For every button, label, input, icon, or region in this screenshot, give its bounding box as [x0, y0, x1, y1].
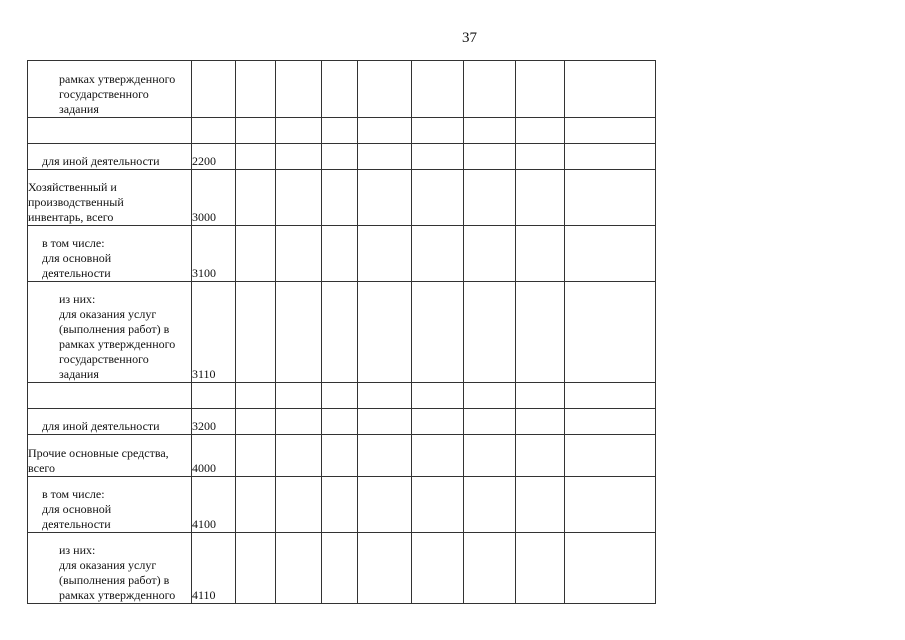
row-name-cell [28, 226, 192, 282]
value-cell [464, 226, 516, 282]
value-cell [322, 409, 358, 435]
value-cell [565, 435, 656, 477]
value-cell [358, 61, 412, 118]
table-row [28, 226, 656, 282]
value-cell [412, 383, 464, 409]
value-cell [322, 533, 358, 604]
value-cell [322, 226, 358, 282]
value-cell [276, 61, 322, 118]
row-name: в том числе: для основной деятельности [42, 487, 112, 531]
table-row [28, 61, 656, 118]
table-row [28, 435, 656, 477]
value-cell [412, 226, 464, 282]
value-cell [236, 226, 276, 282]
row-code: 3110 [192, 282, 236, 383]
value-cell [565, 226, 656, 282]
value-cell [464, 435, 516, 477]
row-name: из них: для оказания услуг (выполнения работ) в рамках утвержденного государственного задания [59, 292, 176, 381]
value-cell [236, 409, 276, 435]
value-cell [236, 282, 276, 383]
value-cell [516, 144, 565, 170]
row-name-cell [28, 383, 192, 409]
value-cell [358, 477, 412, 533]
value-cell [516, 61, 565, 118]
value-cell [322, 61, 358, 118]
table-row [28, 282, 656, 383]
table-row [28, 533, 656, 604]
row-name: для иной деятельности [42, 154, 160, 168]
value-cell [358, 435, 412, 477]
value-cell [464, 118, 516, 144]
value-cell [358, 144, 412, 170]
value-cell [464, 409, 516, 435]
value-cell [358, 409, 412, 435]
row-name: из них: для оказания услуг (выполнения работ) в рамках утвержденного [59, 543, 176, 602]
value-cell [236, 118, 276, 144]
row-name-cell [28, 435, 192, 477]
value-cell [516, 170, 565, 226]
value-cell [412, 61, 464, 118]
row-code: 4100 [192, 477, 236, 533]
value-cell [276, 477, 322, 533]
value-cell [412, 533, 464, 604]
table-row [28, 170, 656, 226]
value-cell [464, 61, 516, 118]
value-cell [516, 282, 565, 383]
value-cell [358, 170, 412, 226]
table-row [28, 477, 656, 533]
row-code [192, 383, 236, 409]
value-cell [322, 118, 358, 144]
value-cell [236, 170, 276, 226]
row-name-cell [28, 118, 192, 144]
row-code: 4110 [192, 533, 236, 604]
value-cell [236, 144, 276, 170]
value-cell [322, 383, 358, 409]
row-name-cell [28, 61, 192, 118]
table-row [28, 383, 656, 409]
value-cell [322, 477, 358, 533]
row-name-cell [28, 477, 192, 533]
value-cell [412, 435, 464, 477]
value-cell [322, 144, 358, 170]
row-code [192, 118, 236, 144]
value-cell [358, 282, 412, 383]
value-cell [565, 533, 656, 604]
value-cell [516, 118, 565, 144]
value-cell [565, 61, 656, 118]
value-cell [276, 170, 322, 226]
row-name-cell [28, 282, 192, 383]
value-cell [276, 144, 322, 170]
value-cell [358, 118, 412, 144]
row-code: 3200 [192, 409, 236, 435]
value-cell [276, 383, 322, 409]
row-name: в том числе: для основной деятельности [42, 236, 112, 280]
row-name-cell [28, 409, 192, 435]
value-cell [412, 477, 464, 533]
value-cell [276, 435, 322, 477]
row-name-cell [28, 533, 192, 604]
value-cell [358, 383, 412, 409]
value-cell [565, 409, 656, 435]
row-name: рамках утвержденного государственного задания [59, 72, 176, 116]
value-cell [322, 435, 358, 477]
value-cell [236, 61, 276, 118]
value-cell [464, 170, 516, 226]
value-cell [358, 533, 412, 604]
value-cell [322, 170, 358, 226]
value-cell [412, 118, 464, 144]
row-code [192, 61, 236, 118]
row-code: 3000 [192, 170, 236, 226]
table-row [28, 118, 656, 144]
row-code: 4000 [192, 435, 236, 477]
table-row [28, 144, 656, 170]
value-cell [412, 409, 464, 435]
value-cell [464, 282, 516, 383]
row-code: 2200 [192, 144, 236, 170]
value-cell [276, 226, 322, 282]
value-cell [464, 477, 516, 533]
value-cell [276, 409, 322, 435]
value-cell [236, 383, 276, 409]
value-cell [276, 282, 322, 383]
value-cell [565, 383, 656, 409]
row-name: для иной деятельности [42, 419, 160, 433]
value-cell [516, 477, 565, 533]
value-cell [236, 533, 276, 604]
row-name-cell [28, 170, 192, 226]
report-table [27, 60, 656, 604]
value-cell [516, 435, 565, 477]
value-cell [358, 226, 412, 282]
value-cell [516, 226, 565, 282]
value-cell [322, 282, 358, 383]
value-cell [565, 118, 656, 144]
table-row [28, 409, 656, 435]
value-cell [516, 383, 565, 409]
value-cell [412, 282, 464, 383]
value-cell [276, 533, 322, 604]
value-cell [464, 383, 516, 409]
value-cell [464, 144, 516, 170]
row-name: Прочие основные средства, всего [28, 446, 169, 475]
value-cell [516, 533, 565, 604]
row-code: 3100 [192, 226, 236, 282]
value-cell [565, 170, 656, 226]
value-cell [236, 477, 276, 533]
value-cell [412, 170, 464, 226]
row-name-cell [28, 144, 192, 170]
value-cell [565, 477, 656, 533]
page-number: 37 [462, 30, 477, 46]
value-cell [565, 282, 656, 383]
row-name: Хозяйственный и производственный инвентарь, всего [28, 180, 124, 224]
value-cell [412, 144, 464, 170]
value-cell [565, 144, 656, 170]
value-cell [276, 118, 322, 144]
value-cell [464, 533, 516, 604]
value-cell [236, 435, 276, 477]
value-cell [516, 409, 565, 435]
